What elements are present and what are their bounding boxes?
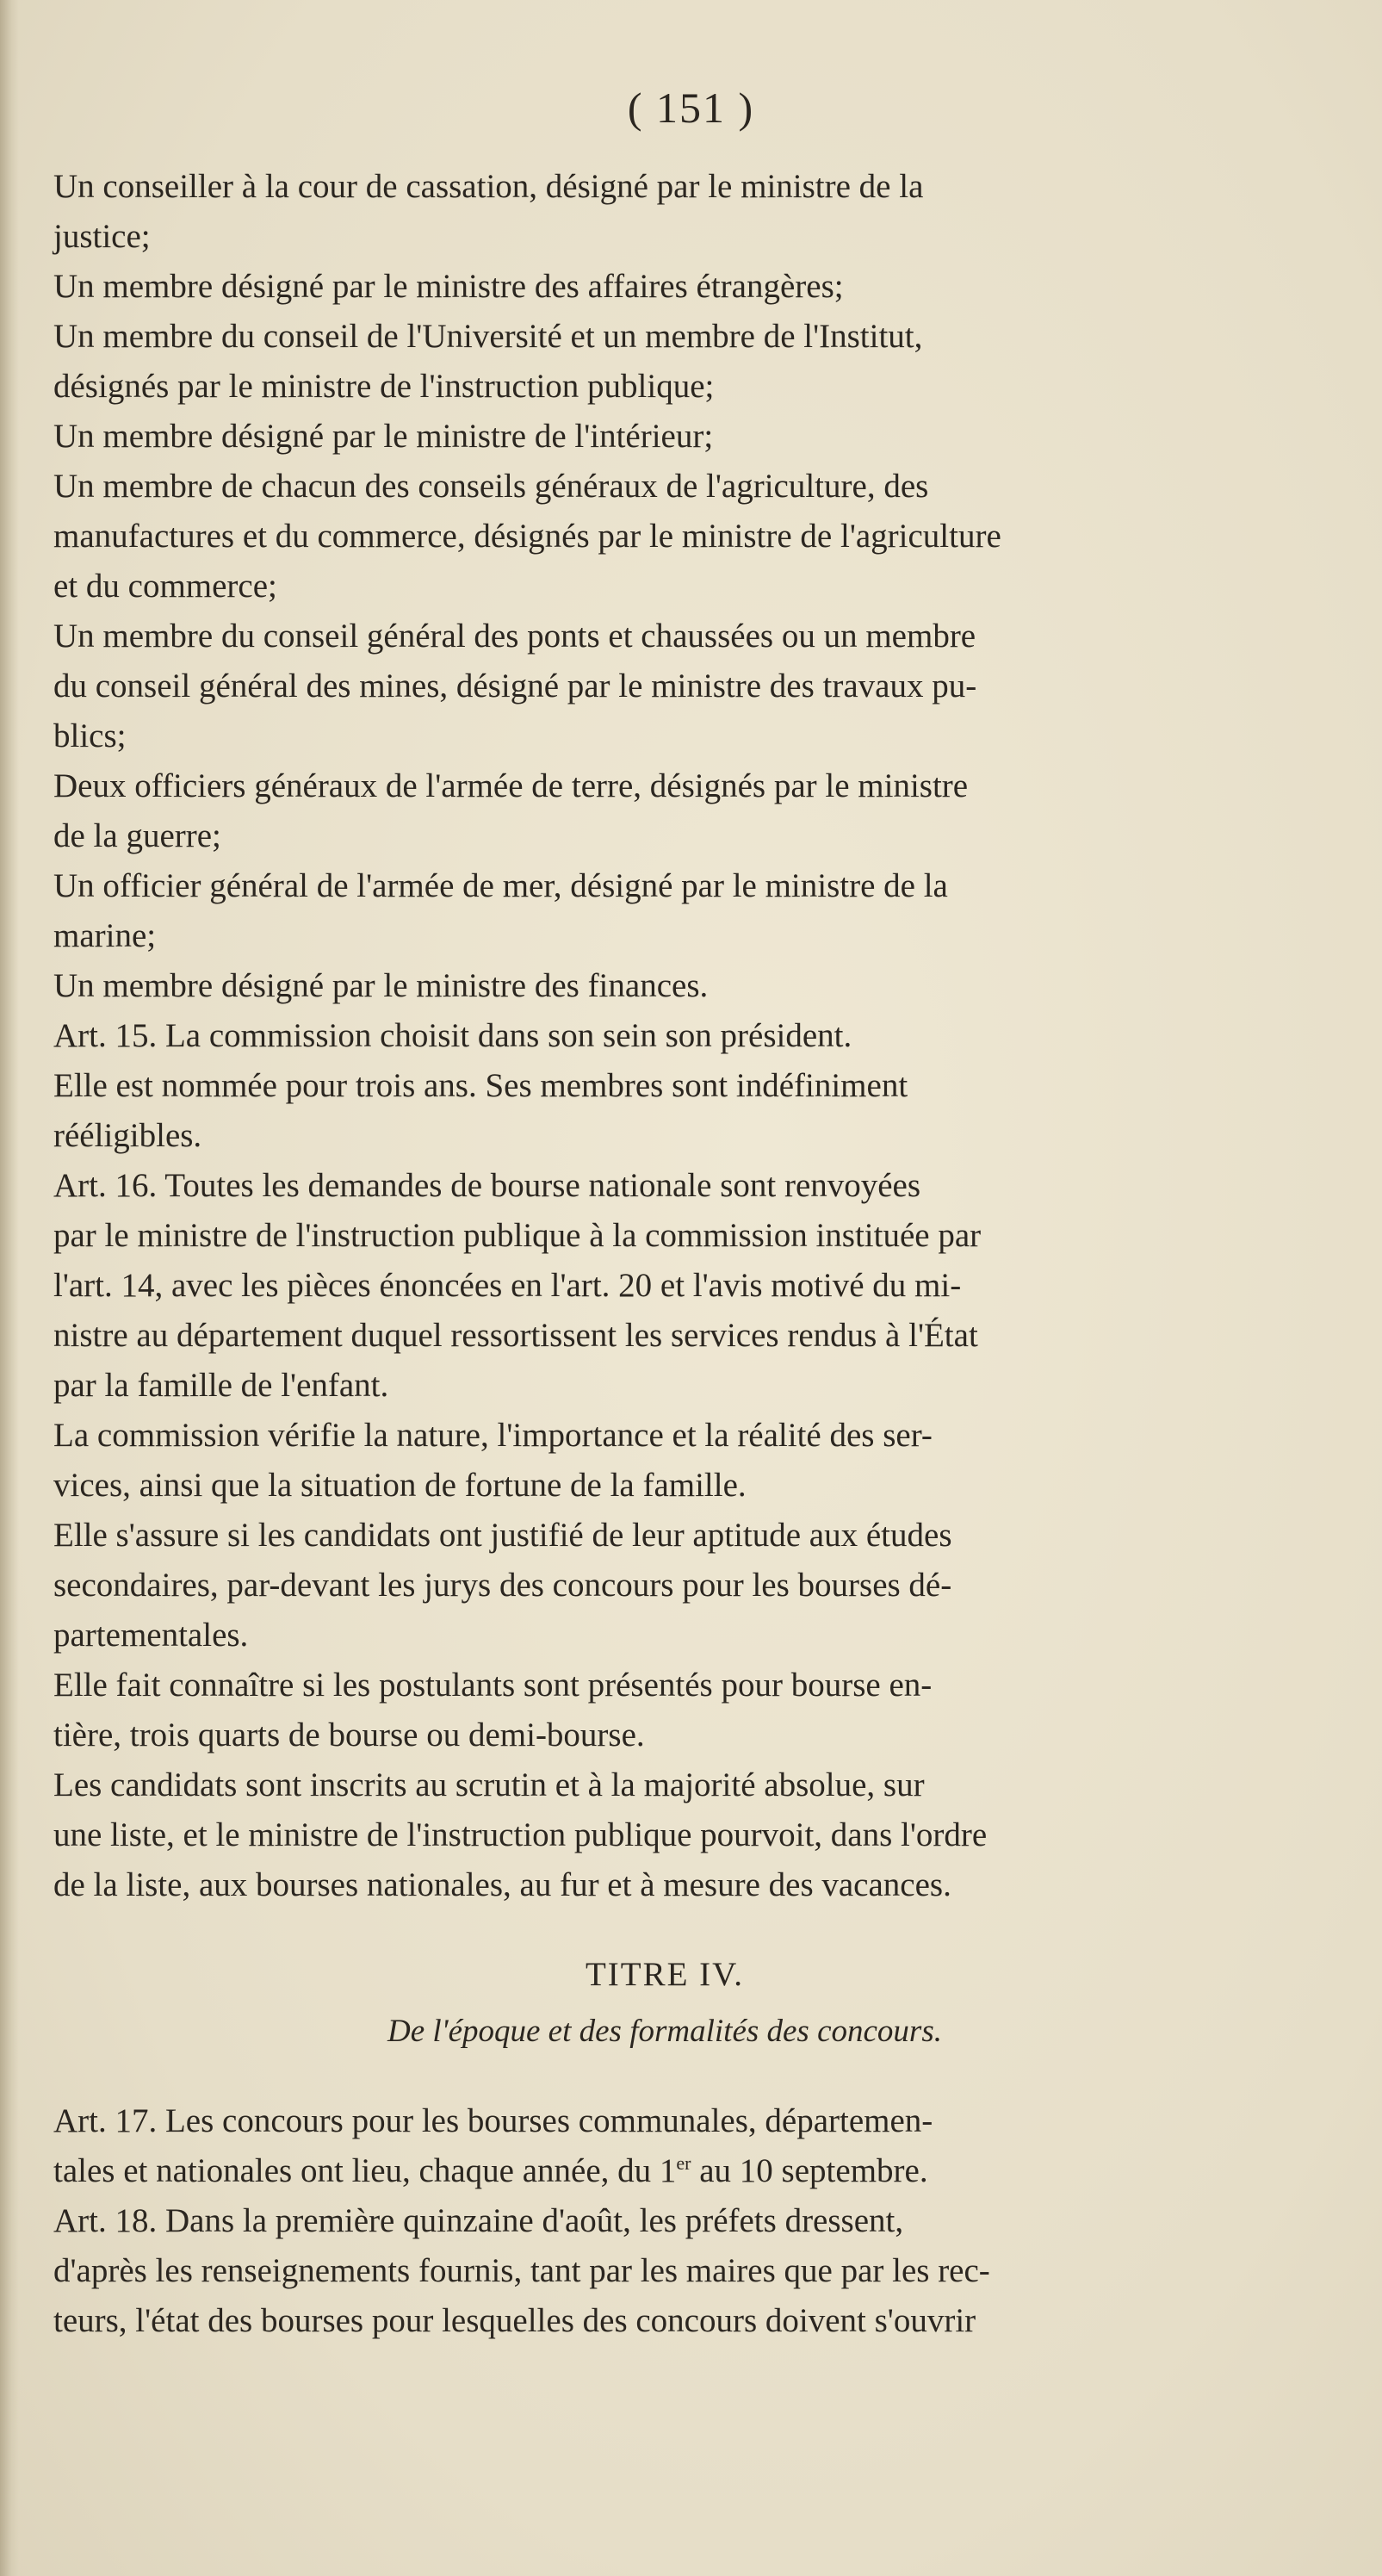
text-line: Un membre désigné par le ministre des affaires étrangères;: [53, 268, 844, 305]
paragraph: [53, 462, 1276, 611]
text-line: du conseil général des mines, désigné par le ministre des travaux pu-: [53, 667, 977, 705]
text-line: blics;: [53, 717, 127, 754]
text-line: Un membre du conseil général des ponts et chaussées ou un membre: [53, 618, 976, 655]
text-line: rééligibles.: [53, 1117, 202, 1154]
binding-edge: [0, 0, 19, 2576]
paragraph: [53, 761, 1276, 861]
text-line: teurs, l'état des bourses pour lesquelles des concours doivent s'ouvrir: [53, 2302, 976, 2339]
paragraph: [53, 1411, 1276, 1511]
paragraph: [53, 262, 1276, 312]
text-line: tière, trois quarts de bourse ou demi-bourse.: [53, 1716, 645, 1754]
text-line: [53, 2146, 1276, 2196]
section-heading: TITRE IV.: [585, 1956, 745, 1993]
paragraph: [53, 412, 1276, 462]
text-line: partementales.: [53, 1617, 249, 1654]
text-line: Elle est nommée pour trois ans. Ses membres sont indéfiniment: [53, 1067, 908, 1104]
paragraph: [53, 611, 1276, 761]
text-line: l'art. 14, avec les pièces énoncées en l'art. 20 et l'avis motivé du mi-: [53, 1267, 962, 1304]
text-line: d'après les renseignements fournis, tant par les maires que par les rec-: [53, 2252, 990, 2289]
text-line: Un membre désigné par le ministre de l'intérieur;: [53, 418, 714, 455]
section-subheading: De l'époque et des formalités des concours.: [387, 2014, 942, 2049]
paragraph: [53, 312, 1276, 412]
text-line: Un membre désigné par le ministre des finances.: [53, 967, 709, 1004]
text-line: justice;: [53, 218, 151, 255]
text-line: de la liste, aux bourses nationales, au fur et à mesure des vacances.: [53, 1866, 951, 1903]
paragraph: [53, 861, 1276, 961]
paragraph: [53, 961, 1276, 1011]
body-text: [53, 162, 1276, 2346]
text-line: vices, ainsi que la situation de fortune de la famille.: [53, 1467, 747, 1504]
paragraph: [53, 1061, 1276, 1161]
paragraph: [53, 162, 1276, 262]
page-number: ( 151 ): [627, 84, 755, 132]
text-line: Les candidats sont inscrits au scrutin et à la majorité absolue, sur: [53, 1766, 925, 1803]
text-line: manufactures et du commerce, désignés par le ministre de l'agriculture: [53, 518, 1001, 555]
article-17: [53, 2096, 1276, 2196]
text-line: par la famille de l'enfant.: [53, 1367, 389, 1404]
text-line: marine;: [53, 917, 157, 954]
article-16: [53, 1161, 1276, 1411]
text-line: Art. 17. Les concours pour les bourses communales, départemen-: [53, 2102, 933, 2139]
text-line: Un membre de chacun des conseils généraux de l'agriculture, des: [53, 468, 929, 505]
text-line: Un membre du conseil de l'Université et un membre de l'Institut,: [53, 318, 923, 355]
text-line: et du commerce;: [53, 568, 277, 605]
text-line: une liste, et le ministre de l'instruction publique pourvoit, dans l'ordre: [53, 1816, 988, 1853]
text-line: La commission vérifie la nature, l'importance et la réalité des ser-: [53, 1417, 933, 1454]
text-fragment: au 10 septembre.: [691, 2152, 928, 2189]
article-18: [53, 2196, 1276, 2346]
text-line: de la guerre;: [53, 817, 221, 854]
text-line: Art. 18. Dans la première quinzaine d'août, les préfets dressent,: [53, 2202, 904, 2239]
paragraph: [53, 1660, 1276, 1760]
text-fragment: tales et nationales ont lieu, chaque année, du 1: [53, 2152, 677, 2189]
text-line: Art. 15. La commission choisit dans son sein son président.: [53, 1017, 852, 1054]
text-line: Un conseiller à la cour de cassation, désigné par le ministre de la: [53, 168, 924, 205]
text-line: par le ministre de l'instruction publique à la commission instituée par: [53, 1217, 982, 1254]
text-line: Un officier général de l'armée de mer, désigné par le ministre de la: [53, 867, 948, 904]
paragraph: [53, 1511, 1276, 1660]
text-line: Elle s'assure si les candidats ont justifié de leur aptitude aux études: [53, 1517, 952, 1554]
text-line: nistre au département duquel ressortissent les services rendus à l'État: [53, 1317, 978, 1354]
text-line: Elle fait connaître si les postulants sont présentés pour bourse en-: [53, 1667, 933, 1704]
text-line: secondaires, par-devant les jurys des concours pour les bourses dé-: [53, 1567, 952, 1604]
text-line: Art. 16. Toutes les demandes de bourse nationale sont renvoyées: [53, 1167, 921, 1204]
paragraph: [53, 1760, 1276, 1910]
text-line: désignés par le ministre de l'instruction publique;: [53, 368, 715, 405]
text-line: Deux officiers généraux de l'armée de terre, désignés par le ministre: [53, 767, 969, 804]
article-15: [53, 1011, 1276, 1061]
superscript: er: [676, 2152, 691, 2174]
